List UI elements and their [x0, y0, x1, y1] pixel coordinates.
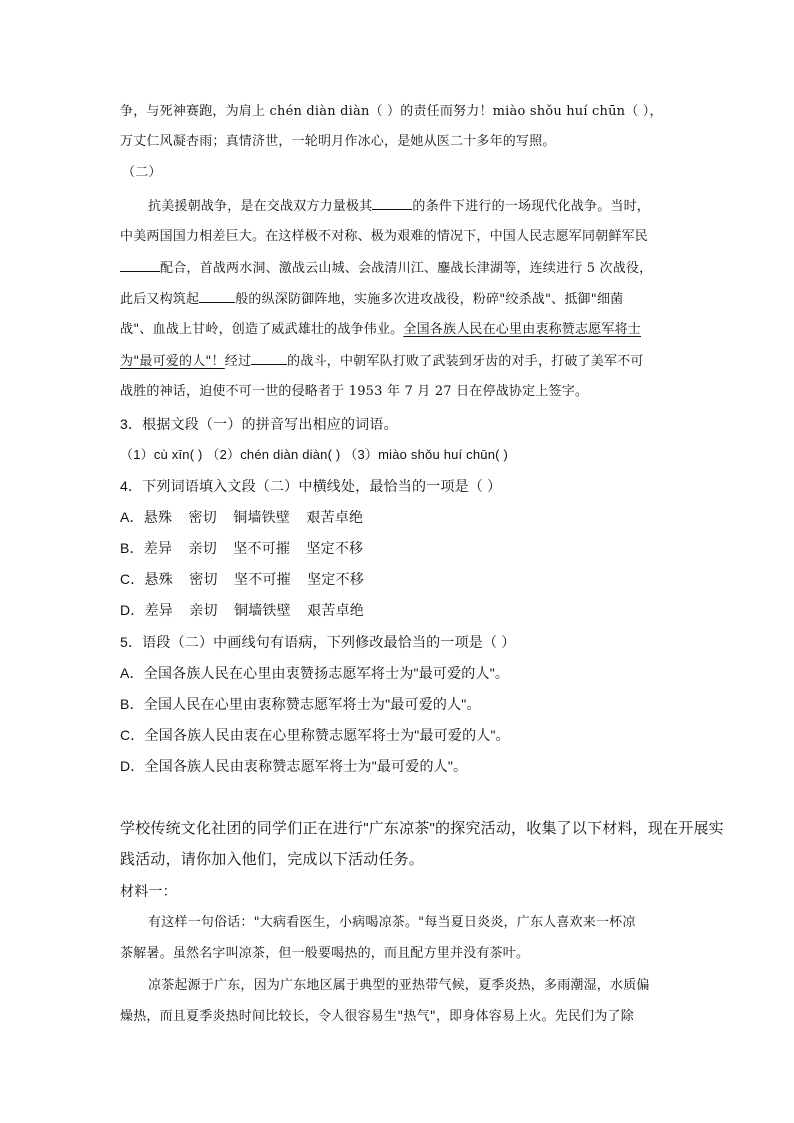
question-5-option-c[interactable]: C．全国各族人民由衷在心里称赞志愿军将士为"最可爱的人"。: [120, 727, 510, 743]
underlined-sentence-part-2: 为"最可爱的人"！: [120, 354, 225, 369]
question-3-items: （1）cù xīn( ) （2）chén diàn diàn( ) （3）miào shǒu huí chūn( ): [120, 447, 509, 462]
question-4-option-c[interactable]: C．悬殊 密切 坚不可摧 坚定不移: [120, 571, 364, 587]
question-3-stem: 3．根据文段（一）的拼音写出相应的词语。: [120, 416, 398, 432]
passage-two-line-2: 中美两国国力相差巨大。在这样极不对称、极为艰难的情况下，中国人民志愿军同朝鲜军民: [120, 229, 649, 244]
question-5-option-b[interactable]: B．全国人民在心里由衷称赞志愿军将士为"最可爱的人"。: [120, 696, 481, 712]
material-one-para-1-line-1: 有这样一句俗话："大病看医生，小病喝凉茶。"每当夏日炎炎，广东人喜欢来一杯凉: [148, 915, 636, 930]
activity-intro-line-1: 学校传统文化社团的同学们正在进行"广东凉茶"的探究活动，收集了以下材料，现在开展实: [120, 820, 724, 837]
passage-two-line-3: 配合，首战两水洞、激战云山城、会战清川江、鏖战长津湖等，连续进行 5 次战役，: [120, 258, 680, 279]
question-5-option-d[interactable]: D．全国各族人民由衷称赞志愿军将士为"最可爱的人"。: [120, 758, 468, 774]
material-one-para-2-line-2: 燥热，而且夏季炎热时间比较长，令人很容易生"热气"，即身体容易上火。先民们为了除: [120, 1009, 634, 1024]
fill-blank-3[interactable]: [199, 289, 235, 303]
passage-two-line-7: 战胜的神话，迫使不可一世的侵略者于 1953 年 7 月 27 日在停战协定上签字。: [120, 384, 589, 399]
question-4-option-b[interactable]: B．差异 亲切 坚不可摧 坚定不移: [120, 540, 364, 556]
question-4-stem: 4．下列词语填入文段（二）中横线处，最恰当的一项是（ ）: [120, 478, 502, 494]
fill-blank-2[interactable]: [120, 258, 160, 272]
fill-blank-4[interactable]: [251, 351, 287, 365]
material-one-para-2-line-1: 凉茶起源于广东，因为广东地区属于典型的亚热带气候，夏季炎热，多雨潮湿，水质偏: [148, 978, 650, 993]
passage-two-line-6: 为"最可爱的人"！经过 的战斗，中朝军队打败了武装到牙齿的对手，打破了美军不可: [120, 351, 680, 372]
passage-two-line-4: 此后又构筑起 般的纵深防御阵地，实施多次进攻战役，粉碎"绞杀战"、抵御"细菌: [120, 289, 680, 310]
fill-blank-1[interactable]: [372, 196, 412, 210]
passage-one-line-2: 万丈仁风凝杏雨；真情济世，一轮明月作冰心，是她从医二十多年的写照。: [120, 134, 556, 149]
activity-intro-line-2: 践活动，请你加入他们，完成以下活动任务。: [120, 851, 425, 868]
question-4-option-a[interactable]: A．悬殊 密切 铜墙铁壁 艰苦卓绝: [120, 509, 364, 525]
passage-one-line-1: 争，与死神赛跑，为肩上 chén diàn diàn（ ）的责任而努力！miào shǒu huí chūn（ ），: [120, 104, 663, 119]
question-5-option-a[interactable]: A．全国各族人民在心里由衷赞扬志愿军将士为"最可爱的人"。: [120, 665, 510, 681]
question-5-stem: 5．语段（二）中画线句有语病，下列修改最恰当的一项是（ ）: [120, 634, 516, 650]
passage-two-line-5: 战"、血战上甘岭，创造了威武雄壮的战争伟业。全国各族人民在心里由衷称赞志愿军将士: [120, 322, 641, 337]
question-4-option-d[interactable]: D．差异 亲切 铜墙铁壁 艰苦卓绝: [120, 602, 364, 618]
underlined-sentence-part-1: 全国各族人民在心里由衷称赞志愿军将士: [403, 322, 641, 337]
material-one-para-1-line-2: 茶解暑。虽然名字叫凉茶，但一般要喝热的，而且配方里并没有茶叶。: [120, 946, 530, 961]
material-one-label: 材料一：: [120, 883, 177, 899]
passage-two-line-1: 抗美援朝战争，是在交战双方力量极其 的条件下进行的一场现代化战争。当时，: [148, 196, 708, 217]
section-two-heading: （二）: [122, 165, 162, 180]
